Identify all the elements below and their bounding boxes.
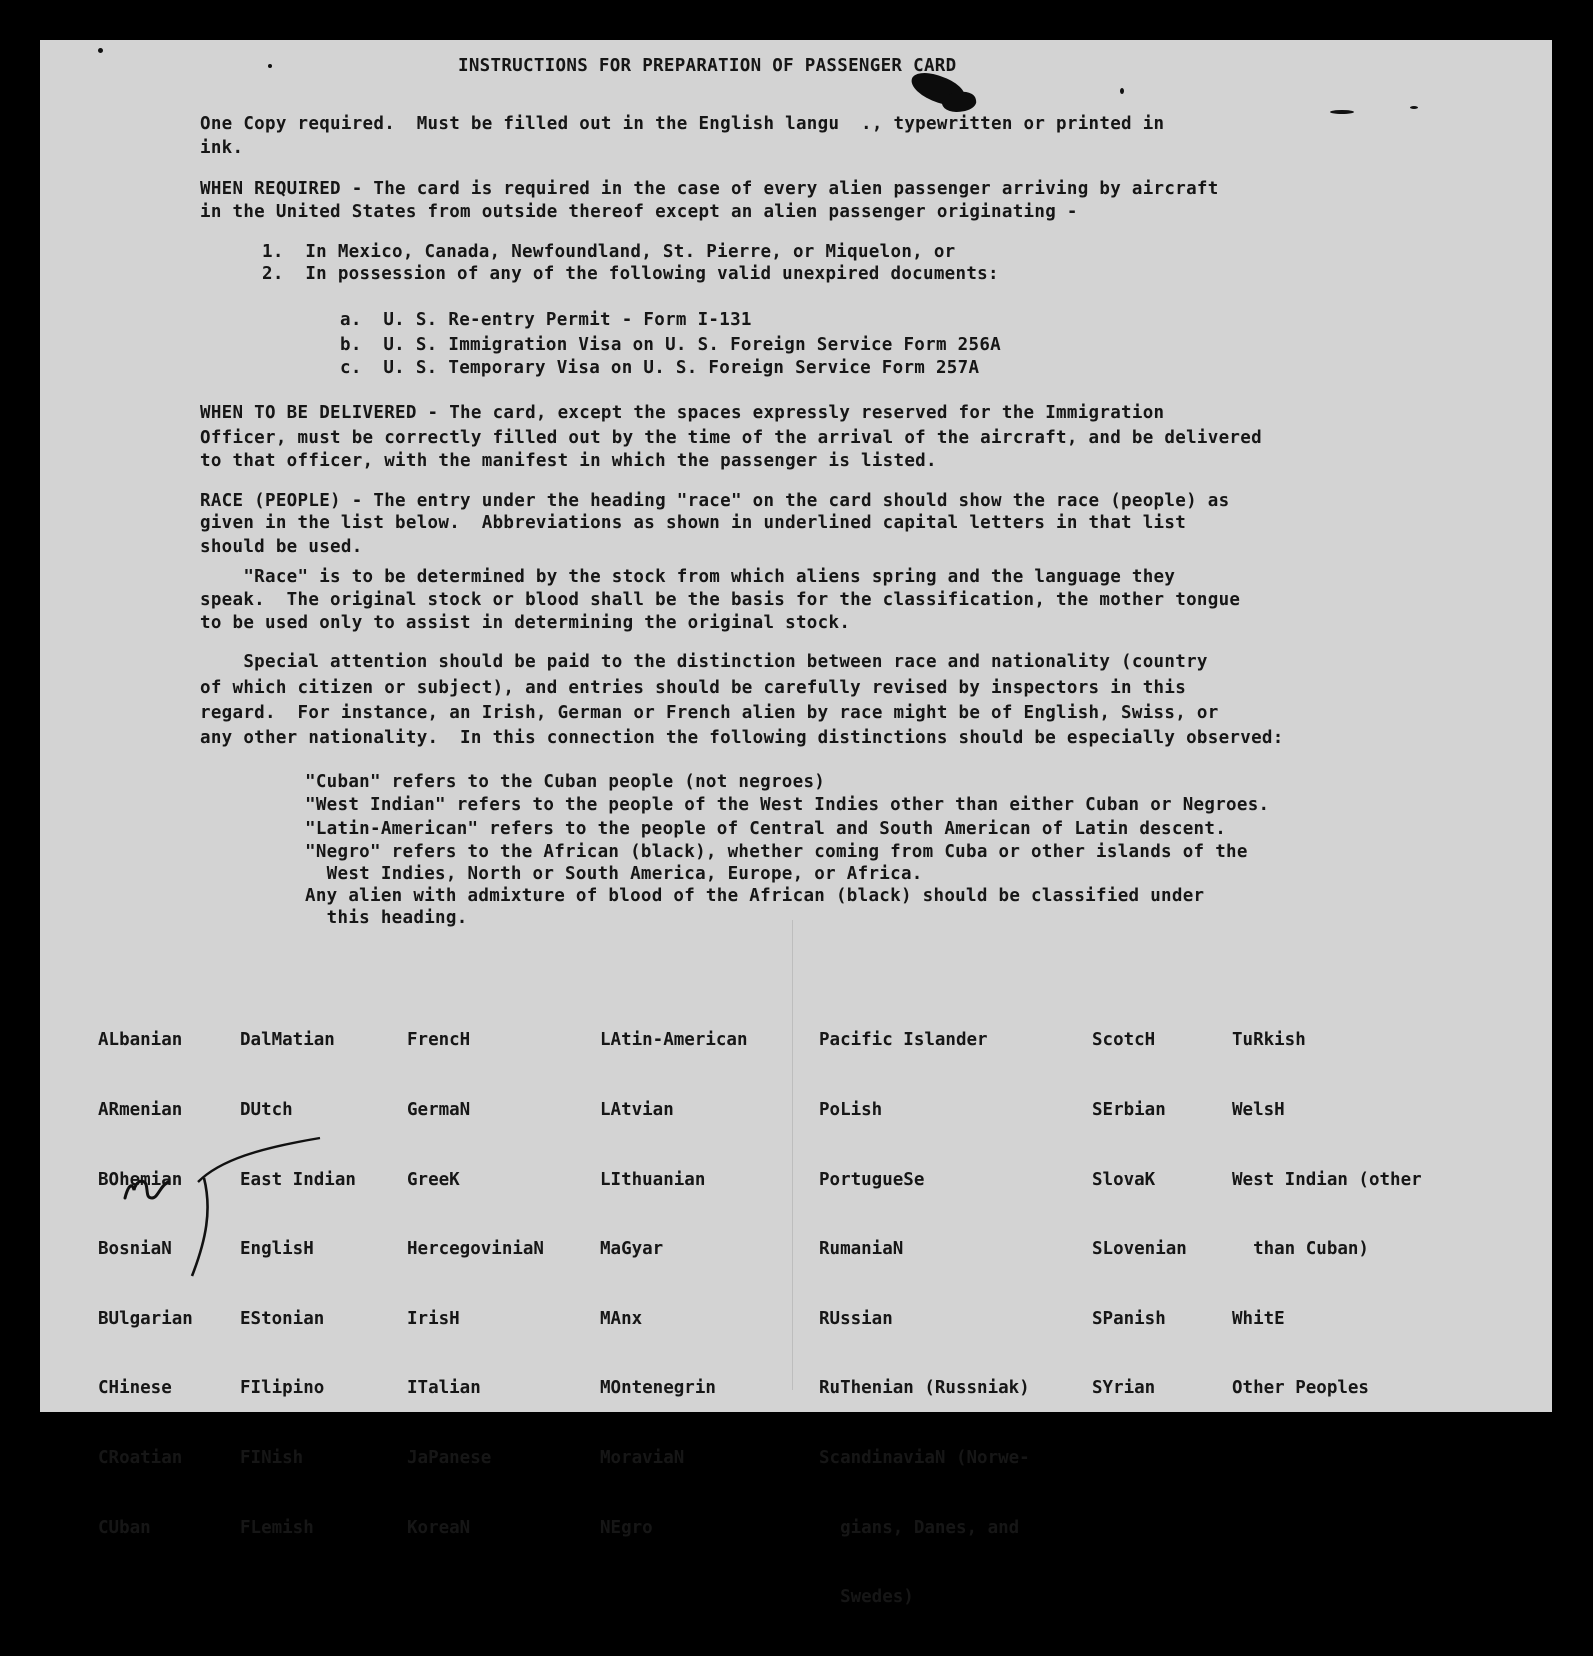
speck: [268, 64, 272, 68]
handwritten-n-icon: [122, 1172, 172, 1206]
distinction-negro-2: West Indies, North or South America, Europe, or Africa.: [305, 864, 923, 884]
race-item: KoreaN: [407, 1517, 471, 1538]
race-item: SYrian: [1092, 1378, 1156, 1399]
race-item: MAnx: [600, 1308, 643, 1329]
race-determined-line-3: to be used only to assist in determining the original stock.: [200, 613, 851, 633]
race-item: EStonian: [240, 1308, 325, 1329]
race-item: gians, Danes, and: [819, 1517, 1020, 1538]
race-item: WelsH: [1232, 1100, 1285, 1121]
distinction-negro-1: "Negro" refers to the African (black), whether coming from Cuba or other islands of the: [305, 842, 1248, 862]
race-item: MaGyar: [600, 1239, 664, 1260]
race-item: FLemish: [240, 1517, 314, 1538]
speck: [1330, 110, 1354, 114]
race-column-4: [600, 983, 748, 1586]
race-determined-line-1: "Race" is to be determined by the stock from which aliens spring and the language they: [200, 567, 1176, 587]
race-item: CRoatian: [98, 1448, 183, 1469]
race-column-5: [819, 983, 1030, 1656]
special-attention-line-3: regard. For instance, an Irish, German or French alien by race might be of English, Swiss, or: [200, 703, 1219, 723]
race-line-1: RACE (PEOPLE) - The entry under the heading "race" on the card should show the race (people) as: [200, 491, 1230, 511]
document-item-a: a. U. S. Re-entry Permit - Form I-131: [340, 310, 752, 330]
race-column-3: [407, 983, 544, 1586]
speck: [1120, 88, 1124, 94]
special-attention-line-2: of which citizen or subject), and entries should be carefully revised by inspectors in this: [200, 678, 1187, 698]
race-item: PoLish: [819, 1100, 883, 1121]
race-item: SLovenian: [1092, 1239, 1187, 1260]
fold-line: [792, 920, 793, 1390]
race-item: RUssian: [819, 1308, 893, 1329]
race-item: RuThenian (Russniak): [819, 1378, 1030, 1399]
distinction-west-indian: "West Indian" refers to the people of the West Indies other than either Cuban or Negroes.: [305, 795, 1270, 815]
race-item: SErbian: [1092, 1100, 1166, 1121]
race-item: EnglisH: [240, 1239, 314, 1260]
speck: [98, 48, 103, 53]
document-title: INSTRUCTIONS FOR PREPARATION OF PASSENGER CARD: [458, 56, 957, 76]
distinction-admixture-2: this heading.: [305, 908, 468, 928]
race-item: NEgro: [600, 1517, 653, 1538]
race-item: JaPanese: [407, 1448, 492, 1469]
race-item: GermaN: [407, 1100, 471, 1121]
race-item: GreeK: [407, 1169, 460, 1190]
condition-1: 1. In Mexico, Canada, Newfoundland, St. Pierre, or Miquelon, or: [262, 242, 956, 262]
distinction-latin-american: "Latin-American" refers to the people of Central and South American of Latin descent.: [305, 819, 1227, 839]
intro-line-1: One Copy required. Must be filled out in the English langu ., typewritten or printed in: [200, 114, 1165, 134]
race-item: LIthuanian: [600, 1169, 706, 1190]
race-line-2: given in the list below. Abbreviations as shown in underlined capital letters in that list: [200, 513, 1187, 533]
distinction-admixture-1: Any alien with admixture of blood of the African (black) should be classified under: [305, 886, 1205, 906]
race-line-3: should be used.: [200, 537, 363, 557]
when-required-line-1: WHEN REQUIRED - The card is required in the case of every alien passenger arriving by aircraft: [200, 179, 1219, 199]
race-item: LAtin-American: [600, 1030, 748, 1051]
race-item: Other Peoples: [1232, 1378, 1369, 1399]
race-item: SPanish: [1092, 1308, 1166, 1329]
race-item: RumaniaN: [819, 1239, 904, 1260]
race-item: FINish: [240, 1448, 304, 1469]
race-item: Swedes): [819, 1587, 914, 1608]
pen-stroke: [190, 1130, 330, 1290]
race-item: LAtvian: [600, 1100, 674, 1121]
race-item: PortugueSe: [819, 1169, 925, 1190]
document-item-b: b. U. S. Immigration Visa on U. S. Foreign Service Form 256A: [340, 335, 1001, 355]
race-item: CUban: [98, 1517, 151, 1538]
distinction-cuban: "Cuban" refers to the Cuban people (not negroes): [305, 772, 826, 792]
race-item: TuRkish: [1232, 1030, 1306, 1051]
special-attention-line-4: any other nationality. In this connection the following distinctions should be especially observed:: [200, 728, 1284, 748]
race-item: ARmenian: [98, 1100, 183, 1121]
race-item: CHinese: [98, 1378, 172, 1399]
race-item: Pacific Islander: [819, 1030, 988, 1051]
document-item-c: c. U. S. Temporary Visa on U. S. Foreign Service Form 257A: [340, 358, 980, 378]
race-determined-line-2: speak. The original stock or blood shall be the basis for the classification, the mother tongue: [200, 590, 1241, 610]
race-item: BUlgarian: [98, 1308, 193, 1329]
race-column-1: [98, 983, 193, 1586]
race-column-7: [1232, 983, 1422, 1447]
race-item: FrencH: [407, 1030, 471, 1051]
race-item: ScotcH: [1092, 1030, 1156, 1051]
when-delivered-line-3: to that officer, with the manifest in which the passenger is listed.: [200, 451, 937, 471]
when-delivered-line-1: WHEN TO BE DELIVERED - The card, except the spaces expressly reserved for the Immigration: [200, 403, 1165, 423]
when-delivered-line-2: Officer, must be correctly filled out by the time of the arrival of the aircraft, and be delivered: [200, 428, 1262, 448]
race-item: HercegoviniaN: [407, 1239, 544, 1260]
handwritten-mark: [122, 1172, 172, 1210]
race-column-6: [1092, 983, 1187, 1447]
race-item: DUtch: [240, 1100, 293, 1121]
race-item: IrisH: [407, 1308, 460, 1329]
race-item: MoraviaN: [600, 1448, 685, 1469]
race-item: FIlipino: [240, 1378, 325, 1399]
when-required-line-2: in the United States from outside thereof except an alien passenger originating -: [200, 202, 1078, 222]
race-item: ALbanian: [98, 1030, 183, 1051]
race-item: DalMatian: [240, 1030, 335, 1051]
race-item: ScandinaviaN (Norwe-: [819, 1448, 1030, 1469]
speck: [1410, 106, 1418, 109]
special-attention-line-1: Special attention should be paid to the distinction between race and nationality (country: [200, 652, 1208, 672]
condition-2: 2. In possession of any of the following valid unexpired documents:: [262, 264, 999, 284]
race-item: East Indian: [240, 1169, 356, 1190]
race-item: BOhemian: [98, 1169, 183, 1190]
race-item: SlovaK: [1092, 1169, 1156, 1190]
race-item: than Cuban): [1232, 1239, 1369, 1260]
intro-line-2: ink.: [200, 138, 244, 158]
document-page: [40, 40, 1552, 1608]
race-item: ITalian: [407, 1378, 481, 1399]
race-item: MOntenegrin: [600, 1378, 716, 1399]
race-item: WhitE: [1232, 1308, 1285, 1329]
race-item: BosniaN: [98, 1239, 172, 1260]
race-item: West Indian (other: [1232, 1169, 1422, 1190]
